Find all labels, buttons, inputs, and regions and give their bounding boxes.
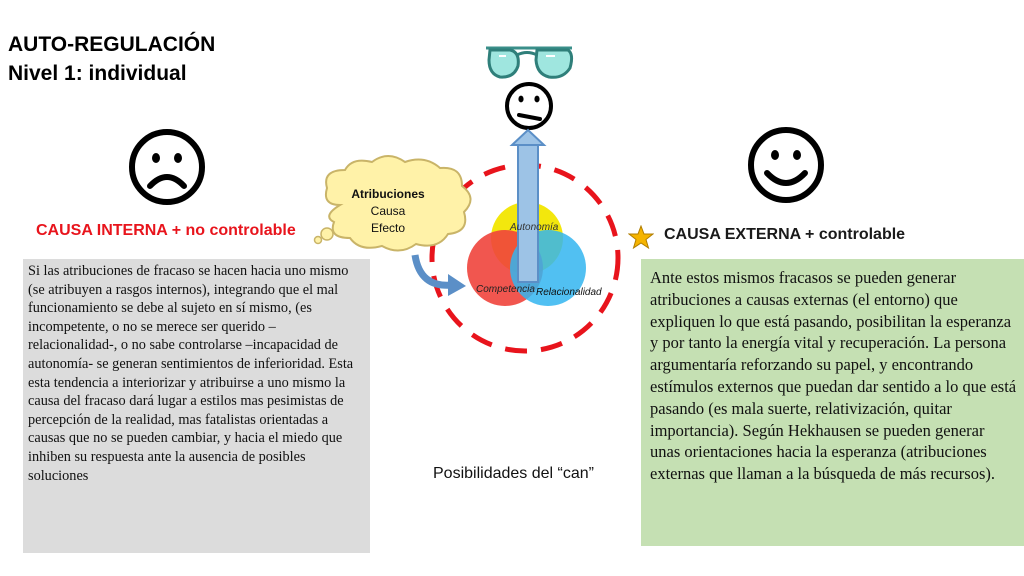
right-text-box [641, 259, 1024, 546]
right-body-text: Ante estos mismos fracasos se pueden generar atribuciones a causas externas (el entorno) que expliquen lo que está pasando, posibilitan la esperanza y por tanto la energía vital y recuperación. La persona argumentaría reforzando su papel, y encontrando estímulos externos que puedan dar sentido a lo que está pasando (es mala suerte, relativización, quitar importancia). Según Hekhausen se pueden generar unas orientaciones hacia la esperanza (atribuciones externas que llaman a la búsqueda de más recursos). [650, 268, 1017, 484]
glasses-icon [486, 48, 572, 77]
sad-face-icon [128, 128, 206, 206]
venn-label-top: Autonomía [510, 222, 559, 233]
cloud-line-3: Efecto [370, 221, 406, 235]
cloud-title: Atribuciones [351, 187, 425, 201]
central-diagram [300, 30, 640, 360]
cloud-line-2: Causa [370, 204, 406, 218]
venn-label-left: Competencia [476, 284, 535, 295]
title-line-2: Nivel 1: individual [8, 62, 187, 85]
left-body-text: Si las atribuciones de fracaso se hacen hacia uno mismo (se atribuyen a rasgos internos), integrando que el mal funcionamiento se debe al sujeto en sí mismo, (es incompetente, o no se merece ser querido –relacionalidad-, o no sabe controlarse –incapacidad de autonomía- se generan sentimientos de inferioridad. Esta esta tendencia a interiorizar y atribuirse a uno mismo la causa del fracaso dará lugar a estilos mas pesimistas de percepción de la realidad, mas fatalistas orientadas a causas que no se pueden cambiar, y hacia el miedo que inhiben su respuesta ante la ausencia de posibles soluciones [28, 263, 354, 484]
left-heading: CAUSA INTERNA + no controlable [36, 222, 296, 239]
right-heading: CAUSA EXTERNA + controlable [664, 226, 906, 243]
happy-face-icon [746, 125, 826, 205]
page-title [8, 30, 215, 88]
diagram-caption: Posibilidades del “can” [433, 465, 594, 482]
title-line-1: AUTO-REGULACIÓN [8, 33, 216, 56]
venn-label-right: Relacionalidad [536, 287, 602, 298]
neutral-face-icon [507, 84, 551, 128]
